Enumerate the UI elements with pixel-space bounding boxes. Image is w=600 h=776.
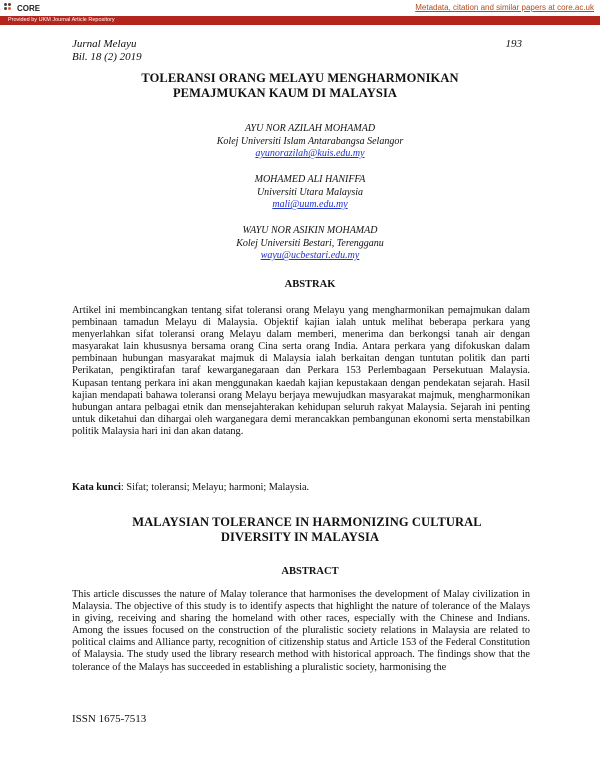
abstract-heading: ABSTRACT [281,566,339,577]
abstrak-heading: ABSTRAK [284,279,336,290]
keywords-line [72,482,309,493]
author-block-2 [0,174,600,212]
english-title [0,515,600,545]
author-email-link[interactable]: mali@uum.edu.my [272,199,348,210]
page-number: 193 [505,38,522,50]
keywords-text: : Sifat; toleransi; Melayu; harmoni; Malaysia. [120,482,310,493]
author-name: MOHAMED ALI HANIFFA [254,174,366,185]
author-affiliation: Kolej Universiti Islam Antarabangsa Selangor [216,135,404,147]
author-affiliation: Universiti Utara Malaysia [256,186,364,198]
author-block-3 [0,225,600,263]
abstract-paragraph [72,589,530,674]
abstrak-paragraph [72,305,530,438]
journal-volume: Bil. 18 (2) 2019 [72,51,142,63]
journal-header [72,38,142,64]
provided-by-bar [0,16,600,25]
issn-footer: ISSN 1675-7513 [72,713,147,725]
keywords-label: Kata kunci [72,482,121,493]
core-top-bar [0,0,600,16]
author-block-1 [0,123,600,161]
provided-by-text[interactable]: Provided by UKM Journal Article Repository [8,17,115,23]
author-affiliation: Kolej Universiti Bestari, Terengganu [236,237,384,249]
author-email-link[interactable]: wayu@ucbestari.edu.my [260,250,360,261]
core-logo-text: CORE [17,3,41,13]
core-metadata-link[interactable]: Metadata, citation and similar papers at core.ac.uk [415,3,594,12]
author-name: AYU NOR AZILAH MOHAMAD [244,123,376,134]
author-name: WAYU NOR ASIKIN MOHAMAD [242,225,378,236]
english-title-line2: DIVERSITY IN MALAYSIA [220,530,380,544]
malay-title [0,71,600,101]
abstrak-text: Artikel ini membincangkan tentang sifat toleransi orang Melayu yang mengharmonikan pemajmukan dalam pembinaan tamadun Melayu di Malaysia. Objektif kajian ialah untuk melihat beberapa perkara yang menyerlahkan sifat toleransi orang Melayu dalam memberi, menerima dan berkongsi tanah air dengan masyarakat lain khususnya bersama orang Cina serta orang India. Antara perkara yang difokuskan dalam pembinaan hubungan masyarakat majmuk di Malaysia ialah berkaitan dengan tuntutan politik dan parti Perikatan, pengiktirafan taraf kewarganegaraan dan Perkara 153 Perlembagaan Persekutuan Malaysia. Kupasan tentang perkara ini akan menggunakan kaedah kajian kepustakaan dengan pendekatan sejarah. Hasil kajian mendapati bahawa toleransi orang Melayu berjaya mewujudkan masyarakat majmuk, mengharmonikan hubungan antara pelbagai etnik dan mensejahterakan kehidupan seluruh rakyat Malaysia. Sejarah ini penting untuk diketahui dan dihargai oleh warganegara demi merancakkan pembangunan ekonomi serta menstabilkan politik Malaysia hari ini dan akan datang. [72,305,530,437]
malay-title-line1: TOLERANSI ORANG MELAYU MENGHARMONIKAN [141,71,459,85]
author-email-link[interactable]: ayunorazilah@kuis.edu.my [255,148,365,159]
core-logo-icon [4,3,14,13]
journal-name: Jurnal Melayu [72,38,137,50]
malay-title-line2: PEMAJMUKAN KAUM DI MALAYSIA [172,86,398,100]
english-title-line1: MALAYSIAN TOLERANCE IN HARMONIZING CULTURAL [132,515,482,529]
abstract-text: This article discusses the nature of Malay tolerance that harmonises the development of Malay civilization in Malaysia. The objective of this study is to identify aspects that highlight the nature of tolerance of the Malays in giving, receiving and sharing the homeland with other races, especially with the Chinese and Indians. Among the issues focused on the construction of the pluralistic society relations in Malaysia are related to political claims and Alliance party, recognition of citizenship status and Article 153 of the Federal Constitution of Malaysia. The study used the library research method with historical approach. The findings show that the tolerance of the Malays has succeeded in establishing a pluralistic society, harmonising the [72,589,530,673]
core-logo[interactable] [4,3,40,13]
